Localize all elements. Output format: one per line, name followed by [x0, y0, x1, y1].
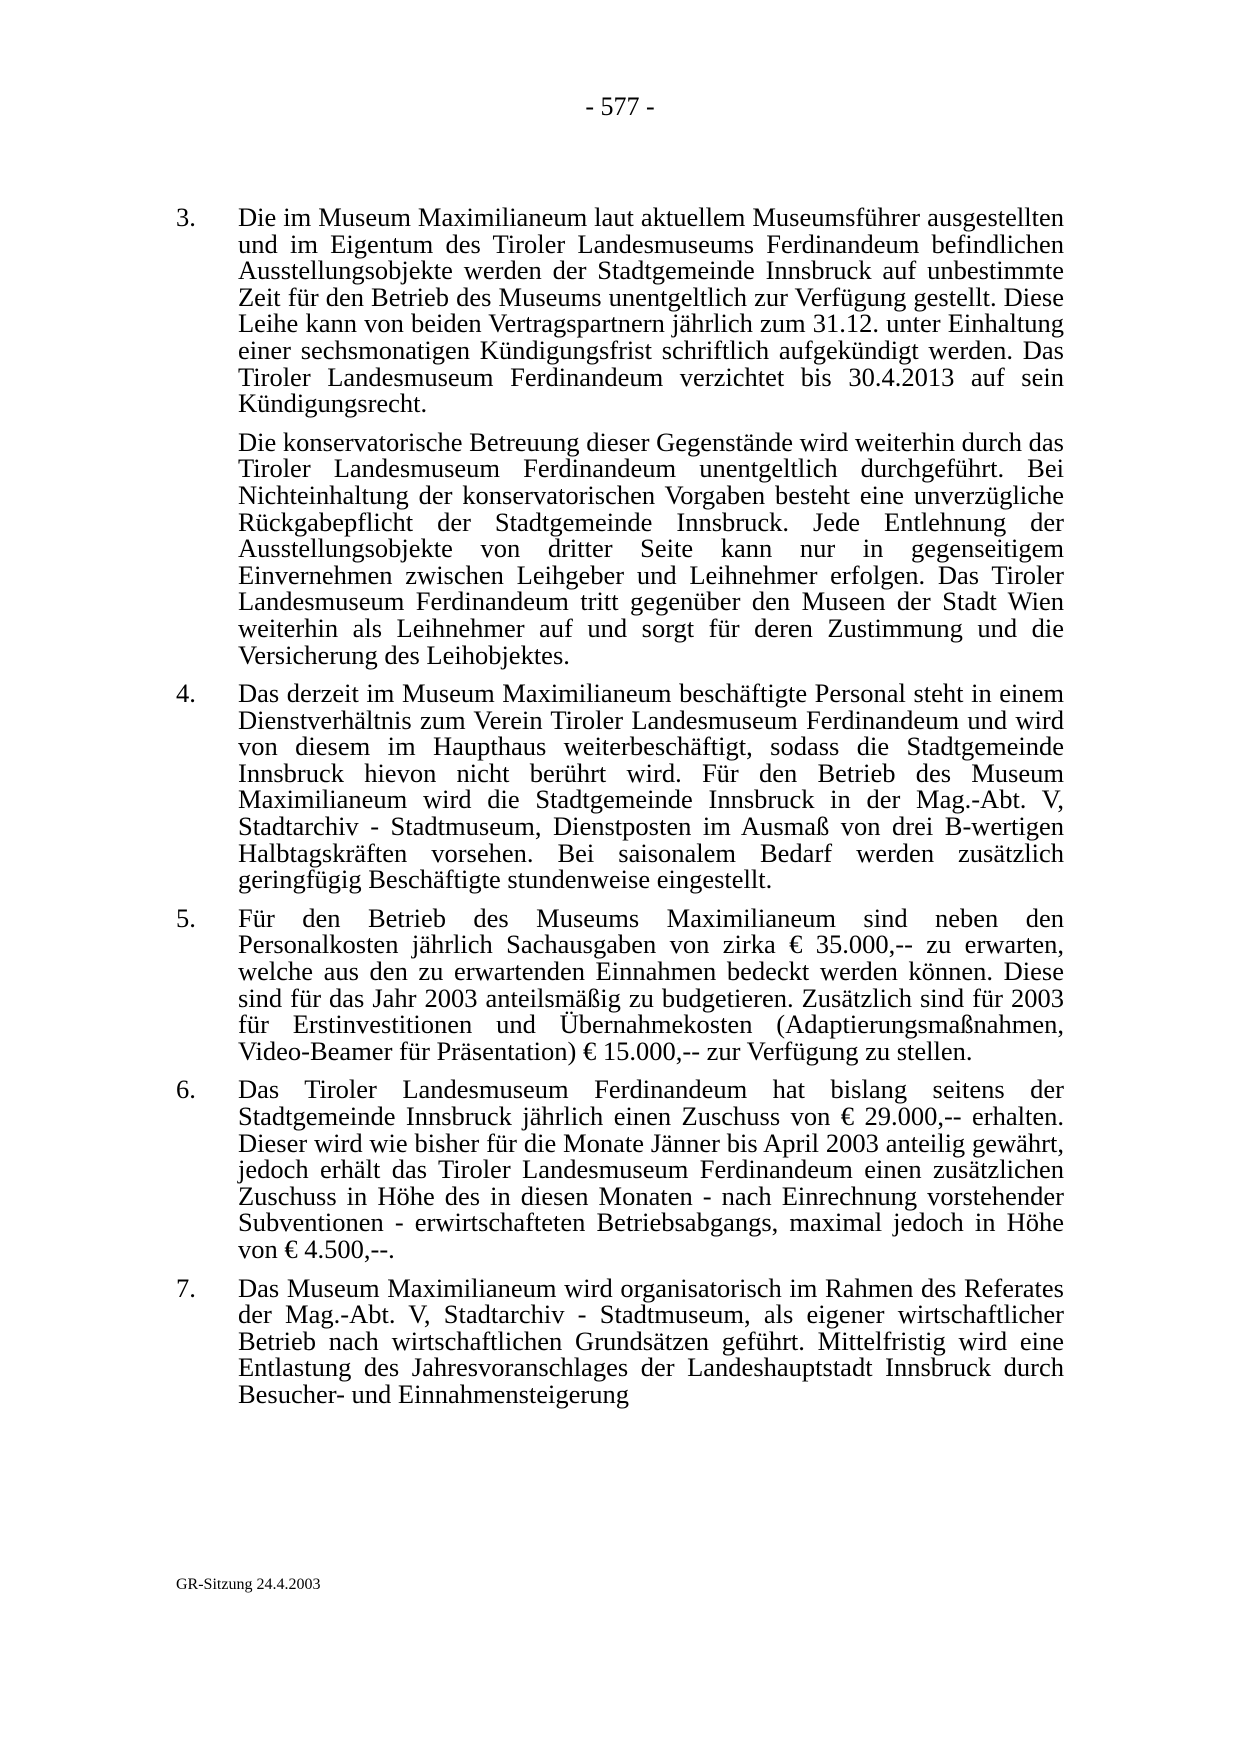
paragraph: Das Museum Maximilianeum wird organisatorisch im Rahmen des Referates der Mag.-Abt. V, Stadtarchiv - Stadtmuseum, als eigener wirtschaftlicher Betrieb nach wirtschaftlichen Grundsätzen geführt. Mittelfristig wird eine Entlastung des Jahresvoranschlages der Landeshauptstadt Innsbruck durch Besucher- und Einnahmensteigerung: [238, 1272, 1064, 1409]
item-number: 5.: [176, 902, 196, 933]
list-item-3: [176, 204, 1064, 668]
list-item-5: [176, 902, 1064, 1066]
list-item-4: [176, 680, 1064, 893]
paragraph: Die im Museum Maximilianeum laut aktuellem Museumsführer ausgestellten und im Eigentum des Tiroler Landesmuseums Ferdinandeum befindlichen Ausstellungsobjekte werden der Stadtgemeinde Innsbruck auf unbestimmte Zeit für den Betrieb des Museums unentgeltlich zur Verfügung gestellt. Diese Leihe kann von beiden Vertragspartnern jährlich zum 31.12. unter Einhaltung einer sechsmonatigen Kündigungsfrist schriftlich aufgekündigt werden. Das Tiroler Landesmuseum Ferdinandeum verzichtet bis 30.4.2013 auf sein Kündigungsrecht.: [238, 202, 1064, 419]
footer-session-date: GR-Sitzung 24.4.2003: [176, 1576, 321, 1593]
item-number: 4.: [176, 678, 196, 709]
item-number: 3.: [176, 202, 196, 232]
list-item-7: [176, 1272, 1064, 1409]
list-item-6: [176, 1076, 1064, 1262]
paragraph: Das Tiroler Landesmuseum Ferdinandeum hat bislang seitens der Stadtgemeinde Innsbruck jährlich einen Zuschuss von € 29.000,-- erhalten. Dieser wird wie bisher für die Monate Jänner bis April 2003 anteilig gewährt, jedoch erhält das Tiroler Landesmuseum Ferdinandeum einen zusätzlichen Zuschuss in Höhe des in diesen Monaten - nach Einrechnung vorstehender Subventionen - erwirtschafteten Betriebsabgangs, maximal jedoch in Höhe von € 4.500,--.: [238, 1074, 1064, 1264]
paragraph: Das derzeit im Museum Maximilianeum beschäftigte Personal steht in einem Dienstverhältnis zum Verein Tiroler Landesmuseum Ferdinandeum und wird von diesem im Haupthaus weiterbeschäftigt, sodass die Stadtgemeinde Innsbruck hievon nicht berührt wird. Für den Betrieb des Museum Maximilianeum wird die Stadtgemeinde Innsbruck in der Mag.-Abt. V, Stadtarchiv - Stadtmuseum, Dienstposten im Ausmaß von drei B-wertigen Halbtagskräften vorsehen. Bei saisonalem Bedarf werden zusätzlich geringfügig Beschäftigte stundenweise eingestellt.: [238, 678, 1064, 895]
paragraph: Für den Betrieb des Museums Maximilianeum sind neben den Personalkosten jährlich Sachausgaben von zirka € 35.000,-- zu erwarten, welche aus den zu erwartenden Einnahmen bedeckt werden können. Diese sind für das Jahr 2003 anteilsmäßig zu budgetieren. Zusätzlich sind für 2003 für Erstinvestitionen und Übernahmekosten (Adaptierungsmaßnahmen, Video-Beamer für Präsentation) € 15.000,-- zur Verfügung zu stellen.: [238, 902, 1064, 1066]
item-number: 6.: [176, 1074, 196, 1105]
paragraph: Die konservatorische Betreuung dieser Gegenstände wird weiterhin durch das Tiroler Landesmuseum Ferdinandeum unentgeltlich durchgeführt. Bei Nichteinhaltung der konservatorischen Vorgaben besteht eine unverzügliche Rückgabepflicht der Stadtgemeinde Innsbruck. Jede Entlehnung der Ausstellungsobjekte von dritter Seite kann nur in gegenseitigem Einvernehmen zwischen Leihgeber und Leihnehmer erfolgen. Das Tiroler Landesmuseum Ferdinandeum tritt gegenüber den Museen der Stadt Wien weiterhin als Leihnehmer auf und sorgt für deren Zustimmung und die Versicherung des Leihobjektes.: [238, 426, 1064, 670]
page-number: - 577 -: [585, 92, 655, 121]
document-body: [176, 204, 1064, 1420]
item-number: 7.: [176, 1272, 196, 1303]
